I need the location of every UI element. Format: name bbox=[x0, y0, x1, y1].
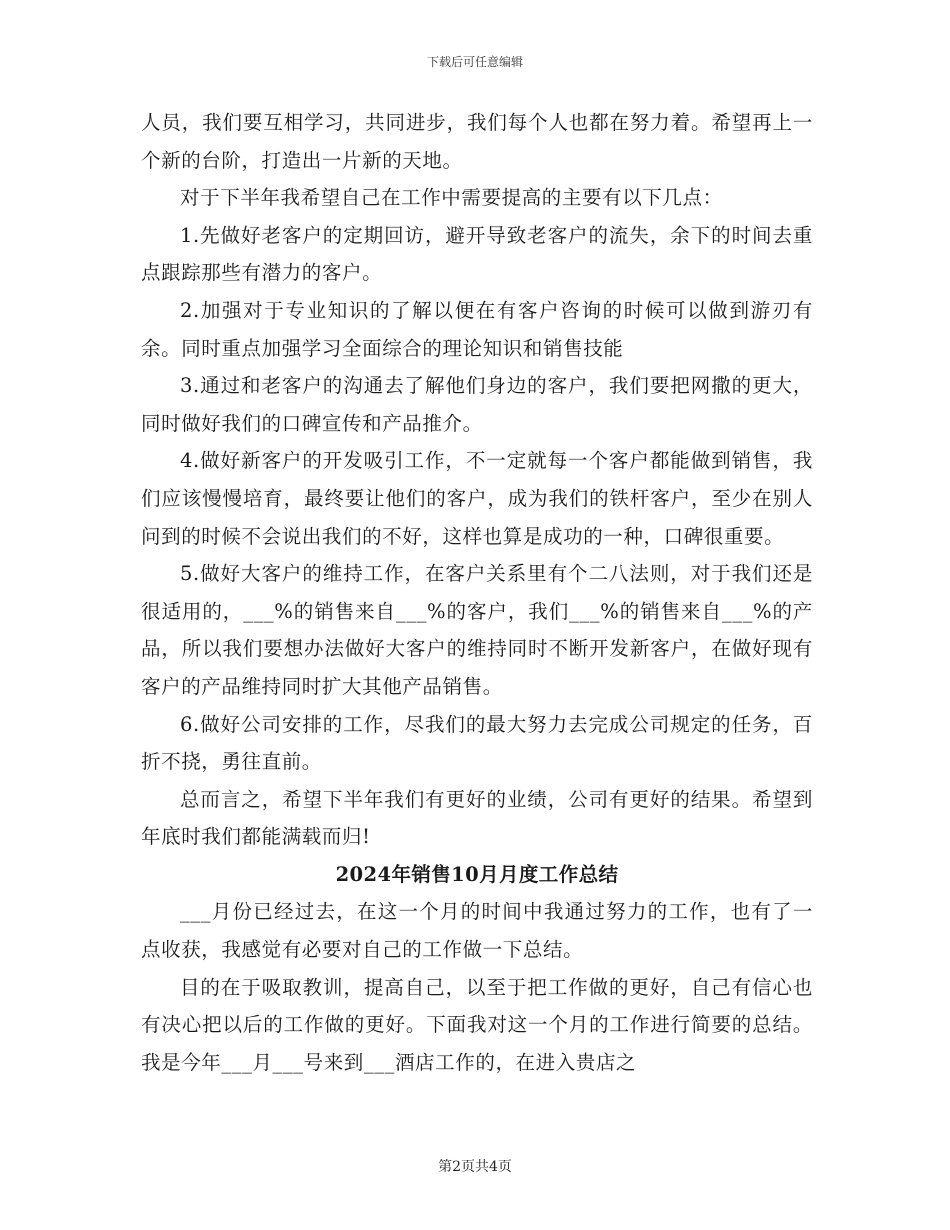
paragraph: 人员，我们要互相学习，共同进步，我们每个人也都在努力着。希望再上一个新的台阶，打造出一片新的天地。 bbox=[141, 111, 813, 172]
paragraph: ___月份已经过去，在这一个月的时间中我通过努力的工作，也有了一点收获，我感觉有必要对自己的工作做一下总结。 bbox=[141, 900, 813, 962]
list-item: 5.做好大客户的维持工作，在客户关系里有个二八法则，对于我们还是很适用的，___%的销售来自___%的客户，我们___%的销售来自___%的产品，所以我们要想办法做好大客户的维持同时不断开发新客户，在做好现有客户的产品维持同时扩大其他产品销售。 bbox=[141, 562, 813, 698]
list-item: 6.做好公司安排的工作，尽我们的最大努力去完成公司规定的任务，百折不挠，勇往直前。 bbox=[141, 712, 813, 774]
paragraph-group-2 bbox=[141, 893, 813, 1081]
page-header: 下载后可任意编辑 bbox=[426, 55, 523, 69]
list-item: 3.通过和老客户的沟通去了解他们身边的客户，我们要把网撒的更大，同时做好我们的口碑宣传和产品推介。 bbox=[141, 374, 813, 435]
document-body bbox=[141, 104, 813, 1081]
list-item: 1.先做好老客户的定期回访，避开导致老客户的流失，余下的时间去重点跟踪那些有潜力的客户。 bbox=[141, 223, 813, 285]
page-footer: 第2页共4页 bbox=[438, 1159, 512, 1175]
list-item: 4.做好新客户的开发吸引工作，不一定就每一个客户都能做到销售，我们应该慢慢培育，最终要让他们的客户，成为我们的铁杆客户，至少在别人问到的时候不会说出我们的不好，这样也算是成功的一种，口碑很重要。 bbox=[141, 449, 813, 548]
paragraph: 总而言之，希望下半年我们有更好的业绩，公司有更好的结果。希望到年底时我们都能满载而归! bbox=[141, 787, 813, 849]
paragraph: 对于下半年我希望自己在工作中需要提高的主要有以下几点： bbox=[180, 186, 723, 210]
paragraph: 目的在于吸取教训，提高自己，以至于把工作做的更好，自己有信心也有决心把以后的工作做的更好。下面我对这一个月的工作进行简要的总结。我是今年___月___号来到___酒店工作的，在进入贵店之 bbox=[141, 975, 813, 1074]
section-title: 2024年销售10月月度工作总结 bbox=[335, 862, 619, 886]
list-item: 2.加强对于专业知识的了解以便在有客户咨询的时候可以做到游刃有余。同时重点加强学习全面综合的理论知识和销售技能 bbox=[141, 298, 813, 360]
paragraph-group-1 bbox=[141, 104, 813, 856]
